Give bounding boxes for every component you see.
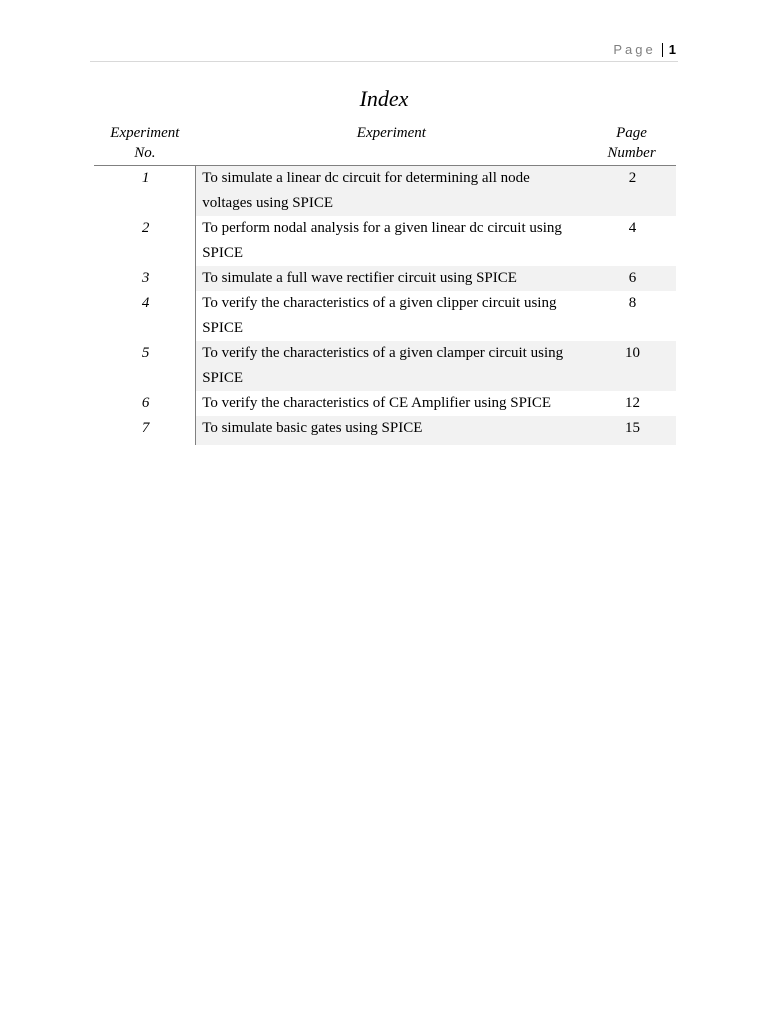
index-table [94,121,676,445]
table-row [94,291,676,341]
table-row [94,416,676,445]
experiment-description-cell: To simulate a full wave rectifier circuit using SPICE [196,266,587,291]
page-header [613,42,676,57]
experiment-number-cell: 4 [94,291,196,341]
page-separator [662,43,663,57]
experiment-number-cell: 3 [94,266,196,291]
column-header-experiment: Experiment [196,121,587,166]
experiment-number-cell: 7 [94,416,196,445]
page-number-cell: 12 [625,395,640,411]
page-number: 1 [668,42,676,57]
column-header-page-number: Page Number [587,121,676,166]
table-row [94,341,676,391]
experiment-description-cell: To simulate a linear dc circuit for determining all node voltages using SPICE [196,166,587,217]
page-label: Page [613,42,656,57]
experiment-number-cell: 6 [94,391,196,416]
index-table-body [94,166,676,446]
table-row [94,266,676,291]
experiment-description-cell: To perform nodal analysis for a given linear dc circuit using SPICE [202,220,562,261]
page-number-cell: 4 [628,220,637,236]
table-row [94,166,676,217]
page-number-cell: 6 [587,266,676,291]
table-row [94,391,676,416]
table-header-row [94,121,676,166]
experiment-description-cell: To verify the characteristics of CE Amplifier using SPICE [202,395,552,411]
page-number-cell: 10 [587,341,676,391]
page-number-cell: 15 [587,416,676,445]
table-row [94,216,676,266]
page-title: Index [359,86,409,111]
experiment-description-cell: To simulate basic gates using SPICE [196,416,587,445]
column-header-experiment-no: Experiment No. [94,121,196,166]
experiment-number-cell: 1 [94,166,196,217]
experiment-number-cell: 5 [94,341,196,391]
header-rule [90,61,678,62]
experiment-description-cell: To verify the characteristics of a given clamper circuit using SPICE [196,341,587,391]
experiment-description-cell: To verify the characteristics of a given clipper circuit using SPICE [202,295,557,336]
page-number-cell: 8 [628,295,637,311]
experiment-number-cell: 2 [94,216,196,266]
page-number-cell: 2 [587,166,676,217]
